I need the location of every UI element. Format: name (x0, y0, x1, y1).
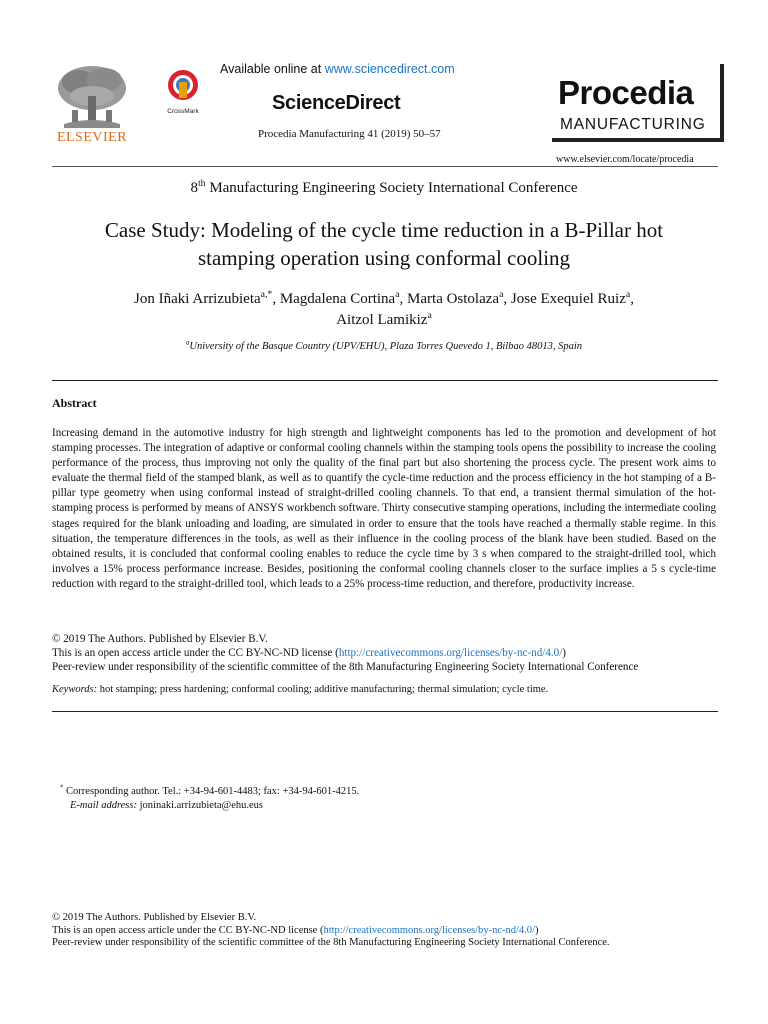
author-separator: , (399, 291, 408, 307)
footer-license-link[interactable]: http://creativecommons.org/licenses/by-nc-nd/4.0/ (323, 924, 535, 936)
affiliation-mark: a (185, 339, 190, 347)
author-separator: , (630, 291, 634, 307)
footnote-star: * (60, 784, 64, 792)
license-line (52, 646, 716, 660)
sciencedirect-wordmark: ScienceDirect (272, 92, 401, 114)
email-label: E-mail address: (70, 800, 137, 811)
available-online-line (220, 62, 455, 76)
elsevier-locate-url[interactable]: www.elsevier.com/locate/procedia (556, 154, 694, 165)
footer-license-suffix: ) (534, 924, 539, 936)
author-name: Aitzol Lamikiz (336, 312, 428, 328)
author-affiliation-mark: a (499, 289, 504, 300)
conference-ordinal: 8 (190, 180, 198, 196)
abstract-body: Increasing demand in the automotive industry for high strength and lightweight components has led to the promotion and development of hot stamping processes. The integration of adaptive or conformal cooling channels within the stamping tools opens the possibility to increase the cooling performance of the process, thus improving not only the quality of the final part but also shortening the process cycle. The present work aims to evaluate the thermal field of the stamped blank, as well as to quantify the cycle-time reduction and the process efficiency in the hot stamping of a B-pillar type geometry when using conformal instead of straight-drilled cooling channels. To that end, a transient thermal simulation of the hot-stamping process is performed by means of ANSYS workbench software. Thirty consecutive stamping operations, including the intermediate cooling stages required for the blank unloading and loading, are simulated in order to ensure that the tools have reached a thermally stable regime. In this situation, the temperature differences in the tools, as well as their influence in the cooling process of the blank have been studied. Based on the obtained results, it is concluded that conformal cooling enables to reduce the cycle time by 3 s when compared to the straight-drilled tool, which involves a 15% process performance increase. Besides, positioning the conformal cooling channels closer to the surface implies a 5 s cycle-time reduction with regard to the straight-drilled tool, which leads to a 25% process-time reduction, and therefore, productivity increase. (52, 427, 716, 590)
license-link[interactable]: http://creativecommons.org/licenses/by-nc-nd/4.0/ (338, 647, 563, 659)
affiliation (0, 341, 768, 352)
conference-ordinal-suffix: th (197, 178, 206, 189)
footer-peer-review-line: Peer-review under responsibility of the scientific committee of the 8th Manufacturing Engineering Society International Conference. (52, 937, 610, 948)
crossmark-icon[interactable] (165, 68, 201, 118)
title-line-1: Case Study: Modeling of the cycle time reduction in a B-Pillar hot (104, 218, 664, 242)
corresponding-author-text: Corresponding author. Tel.: +34-94-601-4483; fax: +34-94-601-4215. (63, 786, 360, 797)
copyright-block (52, 632, 716, 674)
header-divider (52, 166, 718, 167)
peer-review-line: Peer-review under responsibility of the scientific committee of the 8th Manufacturing Engineering Society International Conference (52, 661, 639, 673)
author-affiliation-mark: a (625, 289, 631, 300)
copyright-line: © 2019 The Authors. Published by Elsevier B.V. (52, 633, 268, 645)
author-list (0, 289, 768, 331)
author-name: Jon Iñaki Arrizubieta (134, 291, 261, 307)
affiliation-text: University of the Basque Country (UPV/EHU), Plaza Torres Quevedo 1, Bilbao 48013, Spain (189, 341, 583, 352)
author-affiliation-mark: a,* (260, 289, 273, 300)
paper-title (0, 216, 768, 272)
crossmark-label: CrossMark (167, 108, 199, 115)
conference-name (0, 180, 768, 197)
author-name: Marta Ostolaza (407, 291, 500, 307)
title-line-2: stamping operation using conformal cooling (197, 246, 571, 270)
keywords (52, 684, 716, 695)
email-address[interactable]: joninaki.arrizubieta@ehu.eus (136, 800, 263, 811)
abstract-bottom-divider (52, 711, 718, 712)
keywords-label: Keywords: (52, 684, 98, 695)
footer-license-line (52, 925, 732, 938)
author-affiliation-mark: a (395, 289, 400, 300)
keywords-text: hot stamping; press hardening; conformal cooling; additive manufacturing; thermal simulation; cycle time. (97, 684, 549, 695)
sciencedirect-url-link[interactable]: www.sciencedirect.com (324, 62, 455, 76)
footer-license-prefix: This is an open access article under the CC BY-NC-ND license ( (52, 924, 324, 936)
available-prefix: Available online at (220, 62, 325, 76)
footer-copyright-line: © 2019 The Authors. Published by Elsevier B.V. (52, 912, 257, 923)
author-name: Magdalena Cortina (279, 291, 396, 307)
license-suffix: ) (562, 647, 566, 659)
corresponding-footnote (60, 785, 720, 813)
abstract-top-divider (52, 380, 718, 381)
author-name: Jose Exequiel Ruiz (510, 291, 626, 307)
author-separator: , (272, 291, 280, 307)
procedia-wordmark: Procedia (558, 74, 694, 111)
conference-title: Manufacturing Engineering Society International Conference (205, 180, 578, 196)
author-affiliation-mark: a (427, 310, 432, 321)
abstract-heading: Abstract (52, 396, 97, 410)
footer-copyright (52, 912, 732, 950)
license-prefix: This is an open access article under the CC BY-NC-ND license ( (52, 647, 339, 659)
elsevier-wordmark: ELSEVIER (56, 130, 128, 145)
author-separator: , (503, 291, 511, 307)
manufacturing-wordmark: MANUFACTURING (560, 116, 706, 133)
journal-reference: Procedia Manufacturing 41 (2019) 50–57 (258, 128, 441, 140)
